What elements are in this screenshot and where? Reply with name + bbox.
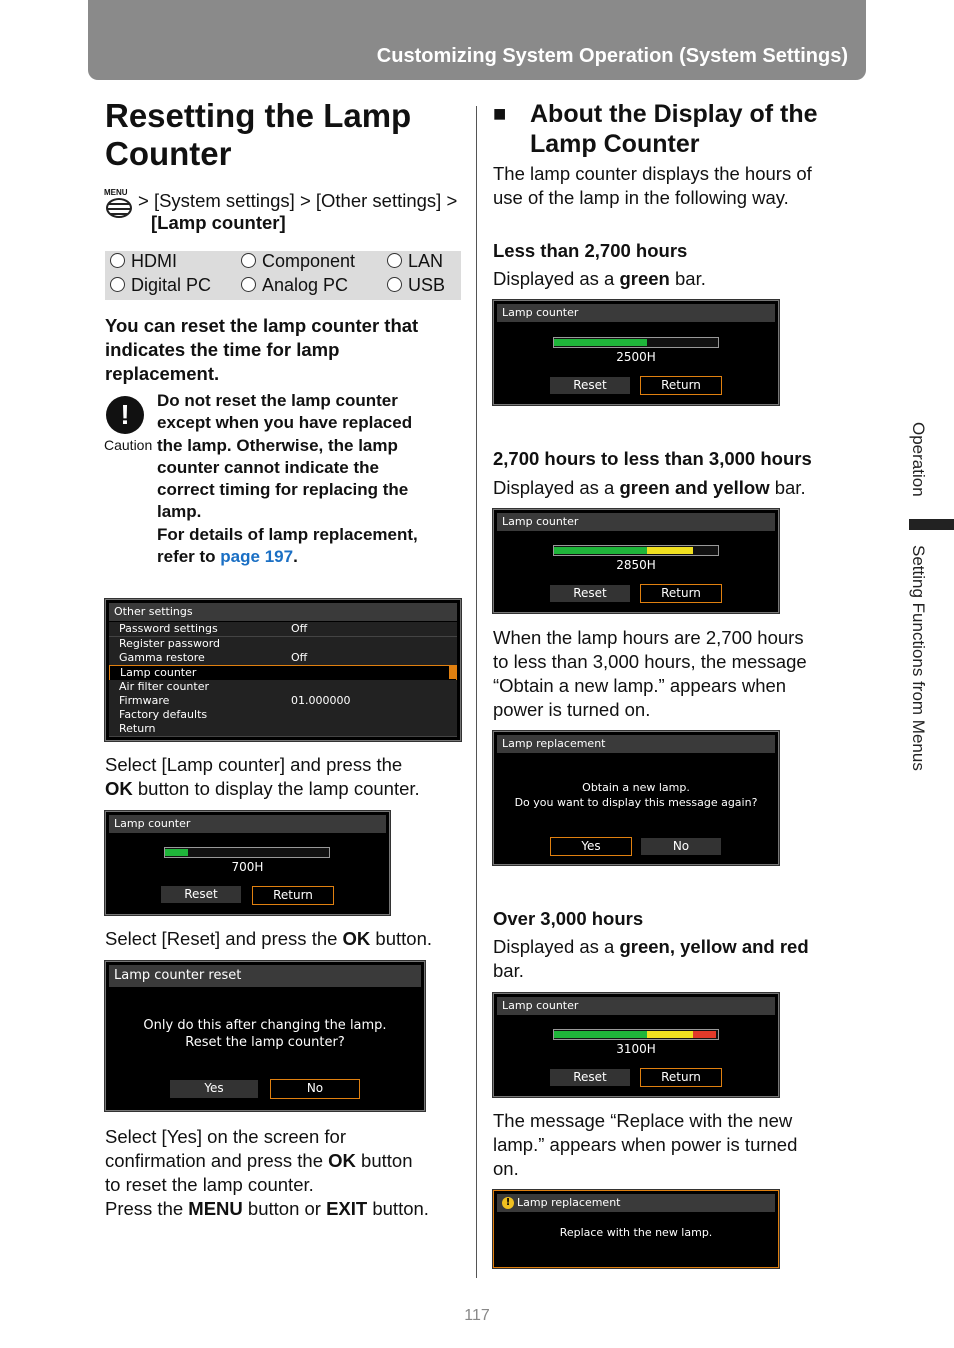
menu-path-target: [Lamp counter] (151, 212, 286, 233)
yes-button[interactable]: Yes (550, 837, 632, 856)
sidebar-subsection-label: Setting Functions from Menus (909, 545, 928, 771)
menu-row-return: Return (109, 722, 457, 737)
lamp-meter (553, 545, 719, 556)
lamp-meter (553, 337, 719, 348)
page-number: 117 (464, 1307, 490, 1324)
lamp-counter-title: Lamp counter (497, 304, 775, 322)
meter-fill (554, 339, 647, 346)
other-settings-title: Other settings (109, 603, 457, 621)
input-analog-pc: Analog PC (241, 275, 348, 296)
sidebar-marker (909, 519, 954, 530)
title-line-1: Resetting the Lamp (105, 97, 412, 134)
menu-row-password-settings: Password settings Off (109, 622, 457, 637)
warning-icon: ! (502, 1197, 514, 1209)
title-line-2: Counter (105, 135, 232, 172)
step-2-text: Select [Reset] and press the OK button. (105, 928, 433, 949)
lamp-counter-screen-2500 (493, 300, 779, 405)
range-1-desc: Displayed as a green bar. (493, 268, 706, 289)
no-button[interactable]: No (641, 838, 721, 855)
range-3-desc: Displayed as a green, yellow and red bar. (493, 936, 809, 981)
meter-fill (554, 1031, 647, 1038)
reset-button[interactable]: Reset (161, 886, 241, 903)
meter-fill (647, 547, 693, 554)
input-component: Component (241, 251, 355, 272)
section-title (105, 97, 411, 173)
lamp-hours-value: 2850H (616, 558, 656, 572)
menu-icon (104, 188, 132, 218)
page-header (88, 0, 866, 80)
menu-path (138, 189, 457, 213)
reset-button[interactable]: Reset (550, 1069, 630, 1086)
input-availability-table (105, 251, 461, 300)
menu-row-lamp-counter: Lamp counter (109, 665, 457, 681)
range-2-desc: Displayed as a green and yellow bar. (493, 477, 806, 498)
step-3-text: Select [Yes] on the screen for confirmation and press the OK button to reset the lamp counter. Press the MENU button or EXIT button. (105, 1126, 429, 1219)
replace-lamp-title-bar: ! Lamp replacement (497, 1194, 775, 1212)
lamp-replacement-title: Lamp replacement (497, 735, 775, 753)
heading-bullet: ■ (493, 101, 507, 126)
range-1-title: Less than 2,700 hours (493, 240, 688, 261)
return-button[interactable]: Return (640, 1068, 722, 1087)
input-lan: LAN (387, 251, 443, 272)
meter-fill (693, 1031, 716, 1038)
range-3-note: The message “Replace with the new lamp.” appears when power is turned on. (493, 1110, 798, 1179)
lamp-meter (553, 1029, 719, 1040)
step-1-text: Select [Lamp counter] and press the OK button to display the lamp counter. (105, 754, 420, 799)
range-2-title: 2,700 hours to less than 3,000 hours (493, 448, 812, 469)
menu-row-register-password: Register password (109, 637, 457, 652)
input-usb: USB (387, 275, 445, 296)
reset-button[interactable]: Reset (550, 585, 630, 602)
return-button[interactable]: Return (640, 376, 722, 395)
return-button[interactable]: Return (252, 886, 334, 905)
lamp-counter-screen-3100 (493, 993, 779, 1097)
caution-icon: ! (106, 396, 144, 434)
other-settings-screen (105, 599, 461, 741)
lamp-counter-reset-screen (105, 961, 425, 1111)
meter-fill (647, 1031, 693, 1038)
caution-label: Caution (104, 437, 153, 453)
lamp-replacement-message: Obtain a new lamp. Do you want to display this message again? (514, 781, 758, 809)
lamp-counter-title: Lamp counter (109, 815, 386, 833)
lamp-replacement-screen (493, 731, 779, 865)
lamp-counter-title: Lamp counter (497, 997, 775, 1015)
lamp-hours-value: 700H (231, 860, 264, 874)
menu-row-factory-defaults: Factory defaults (109, 708, 457, 723)
column-divider (476, 106, 477, 1278)
return-button[interactable]: Return (640, 584, 722, 603)
sidebar-section-label: Operation (909, 422, 928, 497)
reset-screen-title: Lamp counter reset (109, 965, 421, 987)
lamp-hours-value: 2500H (616, 350, 656, 364)
menu-icon-label: MENU (104, 188, 128, 197)
section-heading: ■ About the Display of the Lamp Counter (493, 100, 818, 158)
menu-row-firmware: Firmware 01.000000 (109, 694, 457, 709)
range-2-note: When the lamp hours are 2,700 hours to less than 3,000 hours, the message “Obtain a new lamp.” appears when power is turned on. (493, 627, 807, 720)
header-title: Customizing System Operation (System Settings) (376, 45, 848, 67)
no-button[interactable]: No (270, 1079, 360, 1099)
menu-row-gamma-restore: Gamma restore Off (109, 651, 457, 666)
lamp-counter-title: Lamp counter (497, 513, 775, 531)
intro-text: You can reset the lamp counter that indicates the time for lamp replacement. (105, 315, 419, 384)
replace-lamp-screen (493, 1190, 779, 1268)
lamp-counter-screen-700 (105, 811, 390, 915)
right-intro: The lamp counter displays the hours of use of the lamp in the following way. (493, 163, 812, 208)
reset-screen-message: Only do this after changing the lamp. Reset the lamp counter? (143, 1018, 387, 1050)
lamp-counter-screen-2850 (493, 509, 779, 613)
input-hdmi: HDMI (110, 251, 177, 272)
range-3-title: Over 3,000 hours (493, 908, 644, 929)
menu-path-line-1: > [System settings] > [Other settings] > (138, 190, 458, 211)
replace-lamp-message: Replace with the new lamp. (559, 1226, 713, 1239)
yes-button[interactable]: Yes (170, 1080, 258, 1098)
menu-row-air-filter-counter: Air filter counter (109, 680, 457, 695)
page-197-link[interactable]: page 197 (220, 547, 294, 567)
lamp-meter (164, 847, 330, 858)
meter-fill (165, 849, 188, 856)
lamp-hours-value: 3100H (616, 1042, 656, 1056)
meter-fill (554, 547, 647, 554)
reset-button[interactable]: Reset (550, 377, 630, 394)
input-digital-pc: Digital PC (110, 275, 211, 296)
caution-text: Do not reset the lamp counter except when you have replaced the lamp. Otherwise, the lamp counter cannot indicate the correct timing for replacing the lamp. For details of lamp replacement, refer to page 197. (157, 391, 418, 567)
